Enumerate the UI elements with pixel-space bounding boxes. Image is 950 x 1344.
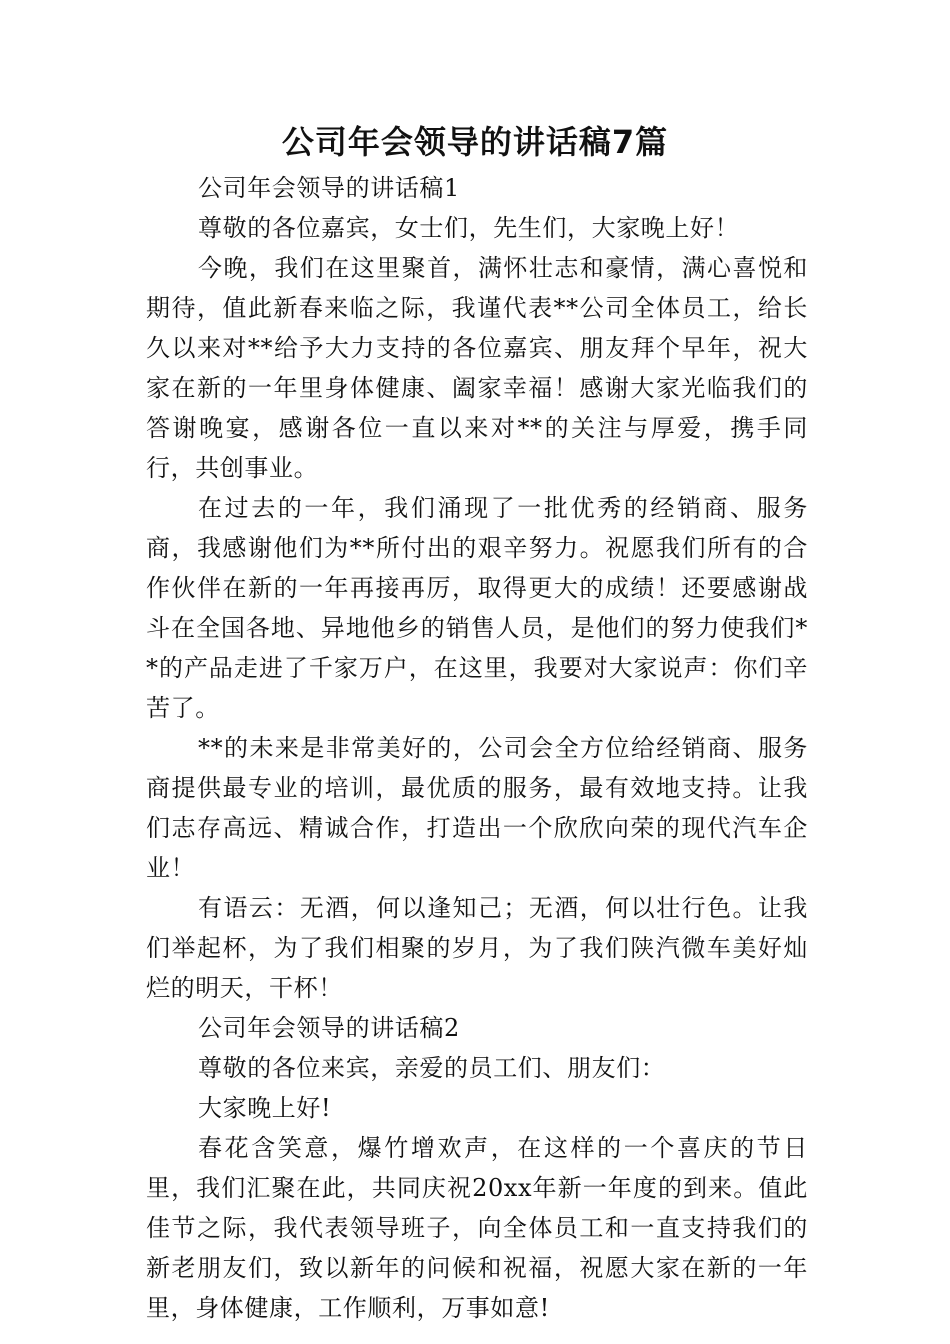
section-heading-1: 公司年会领导的讲话稿1 (198, 174, 460, 202)
document-title: 公司年会领导的讲话稿7篇 (281, 123, 669, 161)
body-paragraph: 有语云：无酒，何以逢知己；无酒，何以壮行色。让我们举起杯，为了我们相聚的岁月，为了我们陕汽微车美好灿烂的明天，干杯！ (146, 894, 808, 1002)
greeting-paragraph: 尊敬的各位嘉宾，女士们，先生们，大家晚上好！ (198, 214, 740, 242)
body-paragraph: **的未来是非常美好的，公司会全方位给经销商、服务商提供最专业的培训，最优质的服务，最有效地支持。让我们志存高远、精诚合作，打造出一个欣欣向荣的现代汽车企业！ (146, 734, 808, 882)
greeting-paragraph: 尊敬的各位来宾，亲爱的员工们、朋友们： (198, 1054, 666, 1082)
document-body (146, 168, 808, 1328)
body-paragraph: 在过去的一年，我们涌现了一批优秀的经销商、服务商，我感谢他们为**所付出的艰辛努力。祝愿我们所有的合作伙伴在新的一年再接再厉，取得更大的成绩！还要感谢战斗在全国各地、异地他乡的销售人员，是他们的努力使我们**的产品走进了千家万户，在这里，我要对大家说声：你们辛苦了。 (146, 494, 808, 722)
body-paragraph: 春花含笑意，爆竹增欢声，在这样的一个喜庆的节日里，我们汇聚在此，共同庆祝20xx年新一年度的到来。值此佳节之际，我代表领导班子，向全体员工和一直支持我们的新老朋友们，致以新年的问候和祝福，祝愿大家在新的一年里，身体健康，工作顺利，万事如意! (146, 1134, 808, 1322)
body-paragraph: 今晚，我们在这里聚首，满怀壮志和豪情，满心喜悦和期待，值此新春来临之际，我谨代表**公司全体员工，给长久以来对**给予大力支持的各位嘉宾、朋友拜个早年，祝大家在新的一年里身体健康、阖家幸福！感谢大家光临我们的答谢晚宴，感谢各位一直以来对**的关注与厚爱，携手同行，共创事业。 (146, 254, 808, 482)
section-heading-2: 公司年会领导的讲话稿2 (198, 1014, 460, 1042)
greeting-paragraph: 大家晚上好! (198, 1094, 332, 1122)
